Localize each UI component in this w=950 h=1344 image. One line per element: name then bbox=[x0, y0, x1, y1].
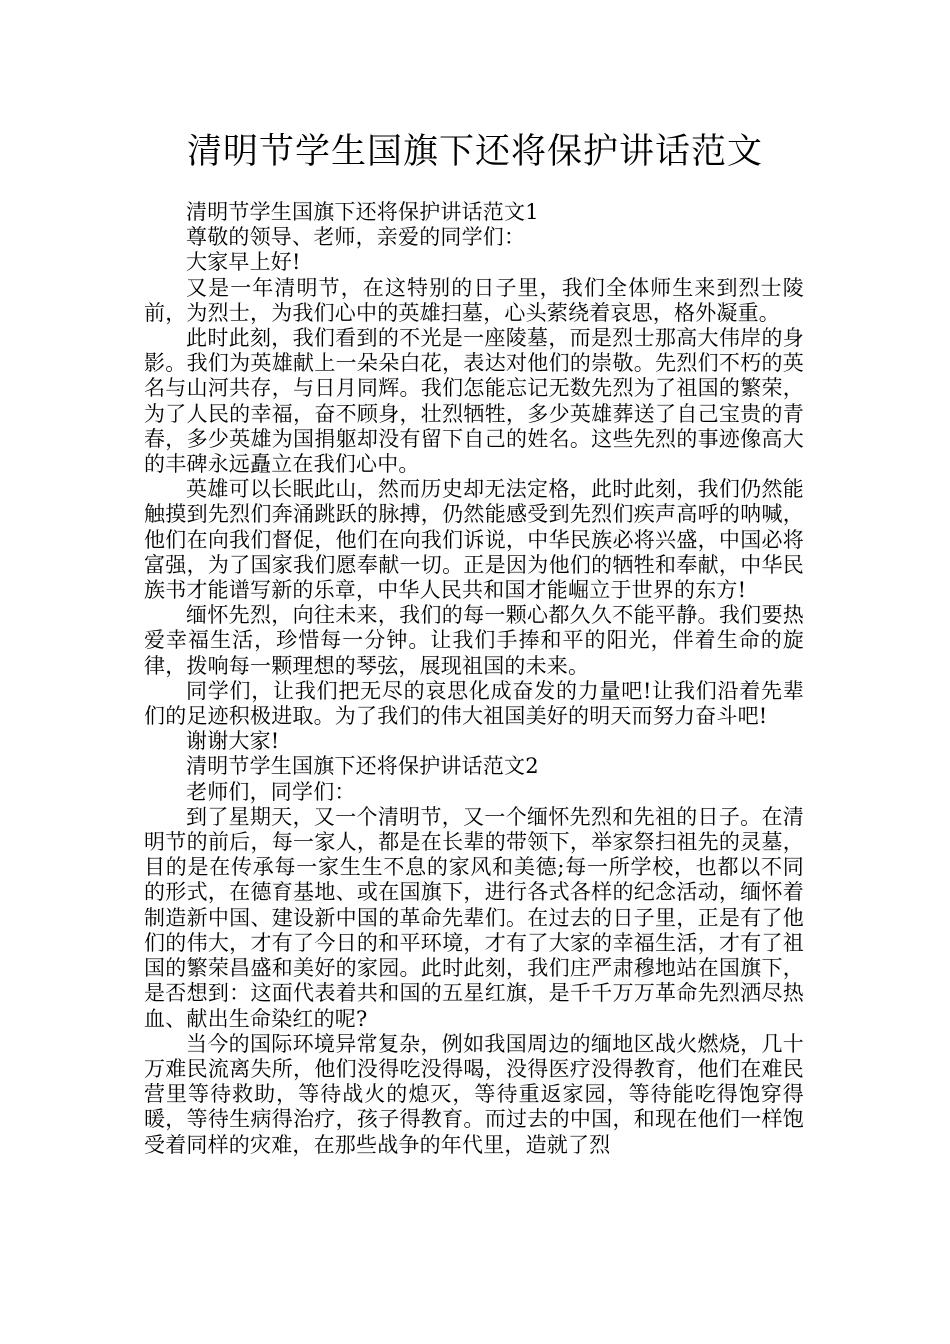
salutation: 尊敬的领导、老师，亲爱的同学们： bbox=[186, 225, 526, 250]
closing: 谢谢大家! bbox=[186, 729, 280, 754]
paragraph: 英雄可以长眠此山，然而历史却无法定格，此时此刻，我们仍然能触摸到先烈们奔涌跳跃的脉搏，仍然能感受到先烈们疾声高呼的呐喊，他们在向我们督促，他们在向我们诉说，中华民族必将兴盛，中国必将富强，为了国家我们愿奉献一切。正是因为他们的牺牲和奉献，中华民族书才能谱写新的乐章，中华人民共和国才能崛立于世界的东方! bbox=[144, 477, 804, 603]
document-title: 清明节学生国旗下还将保护讲话范文 bbox=[186, 132, 763, 172]
paragraph: 缅怀先烈，向往未来，我们的每一颗心都久久不能平静。我们要热爱幸福生活，珍惜每一分钟。让我们手捧和平的阳光，伴着生命的旋律，拨响每一颗理想的琴弦，展现祖国的未来。 bbox=[144, 603, 804, 678]
salutation: 老师们，同学们： bbox=[186, 779, 356, 804]
section-heading-2: 清明节学生国旗下还将保护讲话范文2 bbox=[186, 754, 539, 779]
document-body bbox=[144, 200, 804, 1158]
paragraph: 此时此刻，我们看到的不光是一座陵墓，而是烈士那高大伟岸的身影。我们为英雄献上一朵朵白花，表达对他们的崇敬。先烈们不朽的英名与山河共存，与日月同辉。我们怎能忘记无数先烈为了祖国的繁荣，为了人民的幸福，奋不顾身，壮烈牺牲，多少英雄葬送了自己宝贵的青春，多少英雄为国捐躯却没有留下自己的姓名。这些先烈的事迹像高大的丰碑永远矗立在我们心中。 bbox=[144, 326, 804, 477]
paragraph: 同学们，让我们把无尽的哀思化成奋发的力量吧!让我们沿着先辈们的足迹积极进取。为了我们的伟大祖国美好的明天而努力奋斗吧! bbox=[144, 678, 804, 729]
paragraph: 当今的国际环境异常复杂，例如我国周边的缅地区战火燃烧，几十万难民流离失所，他们没得吃没得喝，没得医疗没得教育，他们在难民营里等待救助，等待战火的熄灭，等待重返家园，等待能吃得饱穿得暖，等待生病得治疗，孩子得教育。而过去的中国，和现在他们一样饱受着同样的灾难，在那些战争的年代里，造就了烈 bbox=[144, 1031, 804, 1157]
section-heading-1: 清明节学生国旗下还将保护讲话范文1 bbox=[186, 200, 539, 224]
greeting: 大家早上好! bbox=[186, 250, 301, 275]
paragraph: 到了星期天，又一个清明节，又一个缅怀先烈和先祖的日子。在清明节的前后，每一家人，都是在长辈的带领下，举家祭扫祖先的灵墓，目的是在传承每一家生生不息的家风和美德;每一所学校，也都以不同的形式，在德育基地、或在国旗下，进行各式各样的纪念活动，缅怀着制造新中国、建设新中国的革命先辈们。在过去的日子里，正是有了他们的伟大，才有了今日的和平环境，才有了大家的幸福生活，才有了祖国的繁荣昌盛和美好的家园。此时此刻，我们庄严肃穆地站在国旗下，是否想到：这面代表着共和国的五星红旗，是千千万万革命先烈洒尽热血、献出生命染红的呢? bbox=[144, 804, 804, 1031]
paragraph: 又是一年清明节，在这特别的日子里，我们全体师生来到烈士陵前，为烈士，为我们心中的英雄扫墓，心头萦绕着哀思，格外凝重。 bbox=[144, 275, 804, 325]
